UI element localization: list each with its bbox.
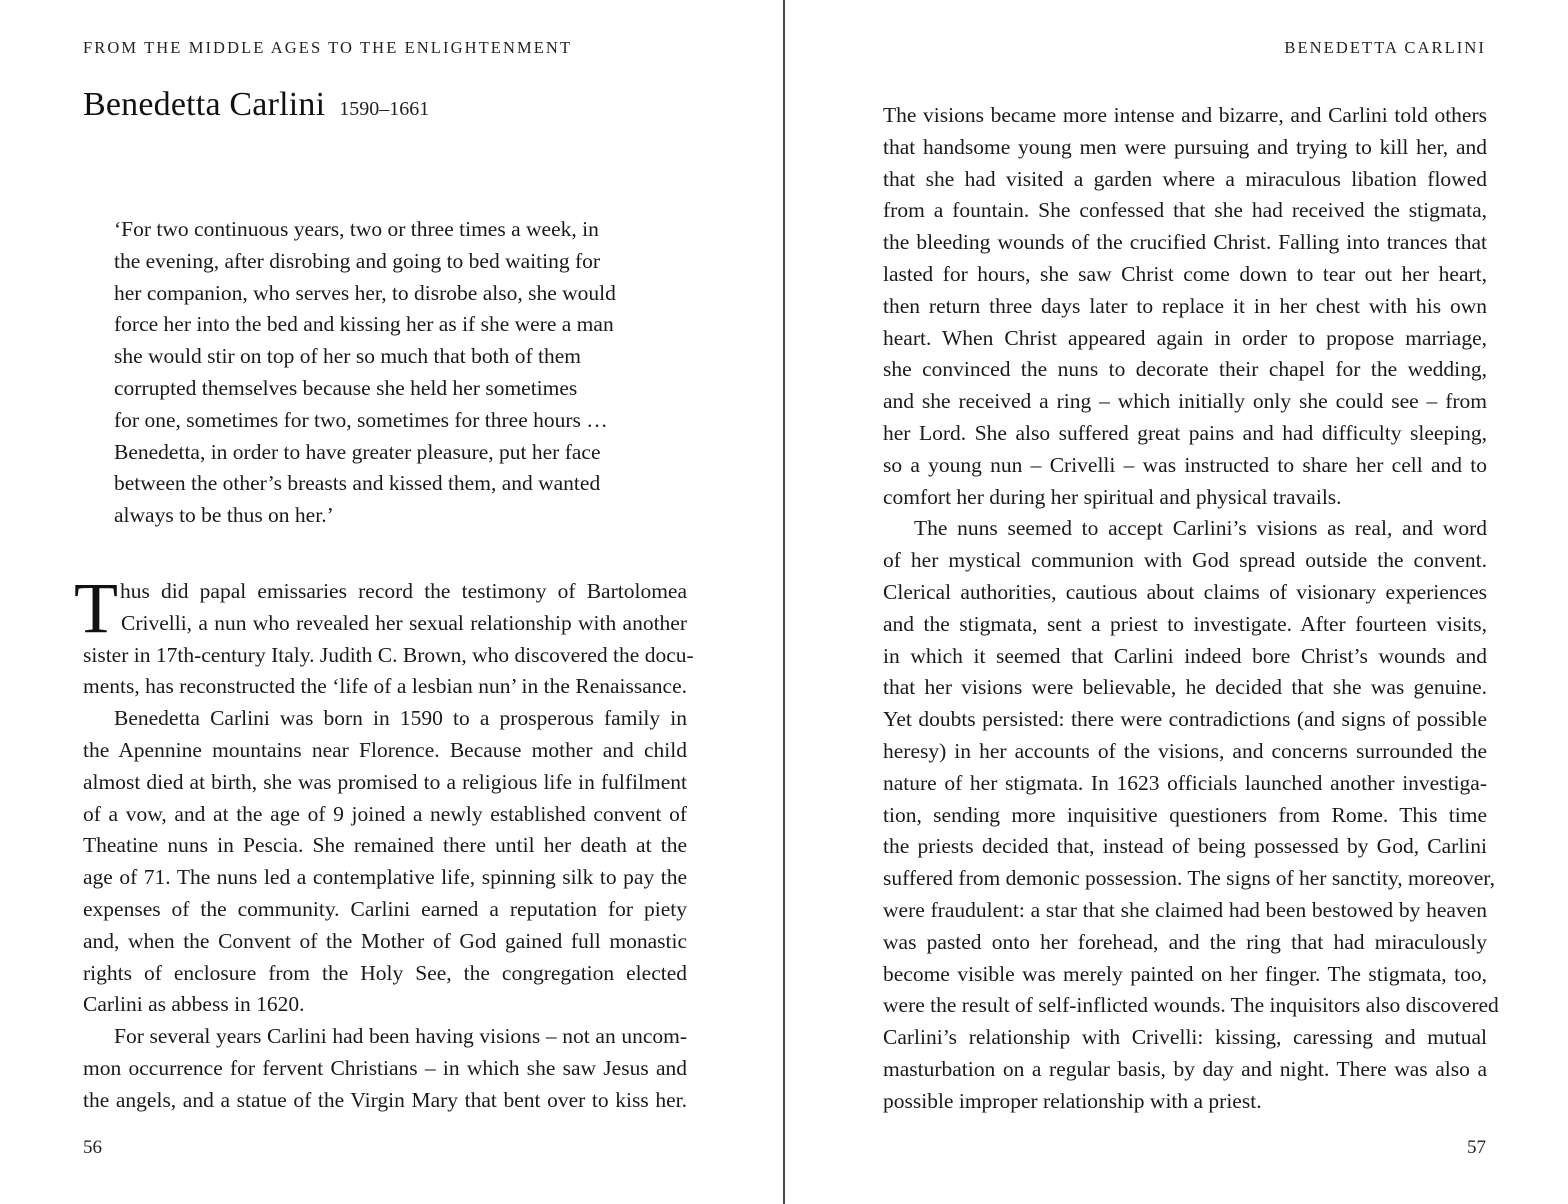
page-number-right: 57 [1467, 1137, 1486, 1158]
text-line: Crivelli, a nun who revealed her sexual relationship with another [121, 610, 687, 635]
page-number-left: 56 [83, 1137, 102, 1158]
text-line: were fraudulent: a star that she claimed had been bestowed by heaven [883, 897, 1487, 922]
page-gutter-divider [783, 0, 785, 1204]
text-line: that she had visited a garden where a miraculous libation flowed [883, 166, 1487, 191]
text-line: was pasted onto her forehead, and the ring that had miraculously [883, 929, 1487, 954]
text-line: For several years Carlini had been having visions – not an uncom- [114, 1024, 687, 1049]
text-line: the angels, and a statue of the Virgin Mary that bent over to kiss her. [83, 1087, 687, 1112]
text-line: Benedetta Carlini was born in 1590 to a prosperous family in [114, 706, 687, 731]
quote-line: Benedetta, in order to have greater pleasure, put her face [114, 439, 601, 464]
text-line: Clerical authorities, cautious about claims of visionary experiences [883, 579, 1487, 604]
text-line: suffered from demonic possession. The signs of her sanctity, moreover, [883, 866, 1495, 891]
text-line: almost died at birth, she was promised to a religious life in fulfilment [83, 769, 687, 794]
quote-line: she would stir on top of her so much that both of them [114, 344, 581, 369]
quote-line: between the other’s breasts and kissed them, and wanted [114, 471, 601, 496]
text-line: become visible was merely painted on her finger. The stigmata, too, [883, 961, 1487, 986]
text-line: the priests decided that, instead of being possessed by God, Carlini [883, 834, 1487, 859]
text-line: heresy) in her accounts of the visions, and concerns surrounded the [883, 738, 1487, 763]
running-head-left: FROM THE MIDDLE AGES TO THE ENLIGHTENMENT [83, 38, 573, 57]
text-line: she convinced the nuns to decorate their chapel for the wedding, [883, 357, 1487, 382]
text-line: were the result of self-inflicted wounds. The inquisitors also discovered [883, 993, 1499, 1018]
text-line: rights of enclosure from the Holy See, the congregation elected [83, 960, 687, 985]
left-page [0, 0, 783, 1204]
text-line: and the stigmata, sent a priest to investigate. After fourteen visits, [883, 611, 1487, 636]
quote-line: the evening, after disrobing and going to bed waiting for [114, 248, 601, 273]
text-line: then return three days later to replace it in her chest with his own [883, 293, 1487, 318]
quote-line: force her into the bed and kissing her as if she were a man [114, 312, 614, 337]
text-line: expenses of the community. Carlini earned a reputation for piety [83, 896, 687, 921]
text-line: of a vow, and at the age of 9 joined a newly established convent of [83, 801, 687, 826]
text-line: The visions became more intense and bizarre, and Carlini told others [883, 103, 1487, 127]
chapter-title: Benedetta Carlini [83, 86, 326, 123]
text-line: tion, sending more inquisitive questioners from Rome. This time [883, 802, 1487, 827]
text-line: that handsome young men were pursuing and trying to kill her, and [883, 134, 1487, 159]
chapter-title-row [83, 86, 429, 124]
text-line: so a young nun – Crivelli – was instructed to share her cell and to [883, 452, 1487, 477]
body-text-left [74, 568, 694, 1117]
text-line: Yet doubts persisted: there were contradictions (and signs of possible [883, 707, 1487, 732]
text-line: mon occurrence for fervent Christians – in which she saw Jesus and [83, 1055, 687, 1080]
text-line: Theatine nuns in Pescia. She remained there until her death at the [83, 833, 687, 858]
quote-line: for one, sometimes for two, sometimes for three hours … [114, 407, 608, 432]
text-line: comfort her during her spiritual and physical travails. [883, 484, 1342, 509]
text-line: that her visions were believable, he decided that she was genuine. [883, 675, 1487, 700]
text-line: her Lord. She also suffered great pains and had difficulty sleeping, [883, 420, 1487, 445]
epigraph-quote [114, 214, 674, 532]
text-line: age of 71. The nuns led a contemplative life, spinning silk to pay the [83, 865, 687, 890]
text-line: the Apennine mountains near Florence. Because mother and child [83, 737, 687, 762]
text-line: possible improper relationship with a priest. [883, 1088, 1262, 1113]
chapter-dates: 1590–1661 [339, 98, 430, 120]
text-line: of her mystical communion with God spread outside the convent. [883, 548, 1487, 573]
text-line: Carlini as abbess in 1620. [83, 992, 305, 1017]
running-head-right: BENEDETTA CARLINI [1284, 38, 1486, 57]
text-line: heart. When Christ appeared again in order to propose marriage, [883, 325, 1487, 350]
quote-line: corrupted themselves because she held her sometimes [114, 375, 578, 400]
text-line: masturbation on a regular basis, by day and night. There was also a [883, 1056, 1487, 1081]
text-line: and she received a ring – which initially only she could see – from [883, 389, 1487, 414]
text-line: hus did papal emissaries record the testimony of Bartolomea [120, 579, 687, 603]
text-line: the bleeding wounds of the crucified Christ. Falling into trances that [883, 230, 1487, 255]
text-line: from a fountain. She confessed that she had received the stigmata, [883, 198, 1487, 223]
text-line: ments, has reconstructed the ‘life of a lesbian nun’ in the Renaissance. [83, 674, 687, 699]
text-line: lasted for hours, she saw Christ come down to tear out her heart, [883, 261, 1487, 286]
drop-cap: T [74, 568, 118, 648]
text-line: The nuns seemed to accept Carlini’s visions as real, and word [914, 516, 1487, 541]
right-page [786, 0, 1568, 1204]
text-line: sister in 17th-century Italy. Judith C. Brown, who discovered the docu- [83, 642, 694, 667]
text-line: in which it seemed that Carlini indeed bore Christ’s wounds and [883, 643, 1487, 668]
text-line: and, when the Convent of the Mother of God gained full monastic [83, 928, 687, 953]
quote-line: always to be thus on her.’ [114, 503, 334, 528]
quote-line: her companion, who serves her, to disrobe also, she would [114, 280, 616, 305]
text-line: Carlini’s relationship with Crivelli: kissing, caressing and mutual [883, 1025, 1487, 1050]
body-text-right [883, 100, 1499, 1118]
text-line: nature of her stigmata. In 1623 officials launched another investiga- [883, 770, 1487, 795]
quote-line: ‘For two continuous years, two or three times a week, in [114, 217, 599, 241]
